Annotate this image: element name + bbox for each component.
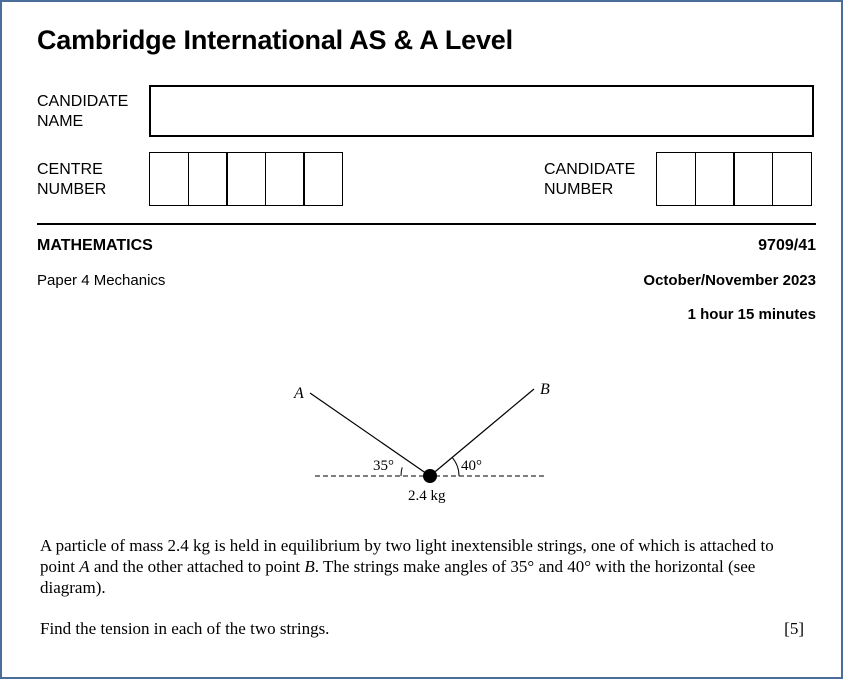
string-b xyxy=(430,389,534,476)
candidate-name-label-line1: CANDIDATE xyxy=(37,93,129,110)
point-b-label: B xyxy=(540,381,550,398)
centre-number-label-line2: NUMBER xyxy=(37,181,107,198)
exam-session: October/November 2023 xyxy=(643,272,816,289)
question-text-part1: A particle of mass 2.4 kg is held in equilibrium by two light inextensible strings, one of which is attached to point xyxy=(40,536,774,576)
candidate-number-digit-box[interactable] xyxy=(733,152,773,206)
centre-number-digit-box[interactable] xyxy=(226,152,266,206)
centre-number-label xyxy=(37,160,106,200)
question-text-part2: and the other attached to point xyxy=(89,557,305,576)
centre-number-label-line1: CENTRE xyxy=(37,161,103,178)
question-instruction: Find the tension in each of the two strings. xyxy=(40,619,330,638)
paper-code: 9709/41 xyxy=(758,237,816,254)
candidate-number-digit-box[interactable] xyxy=(695,152,735,206)
centre-number-digit-box[interactable] xyxy=(303,152,343,206)
candidate-number-digit-box[interactable] xyxy=(656,152,696,206)
candidate-name-label xyxy=(37,92,128,132)
centre-number-digit-box[interactable] xyxy=(149,152,189,206)
subject-title: MATHEMATICS xyxy=(37,237,153,254)
header-divider xyxy=(37,223,816,225)
paper-name: Paper 4 Mechanics xyxy=(37,272,166,289)
question-text xyxy=(40,535,805,598)
angle-arc-a xyxy=(401,467,402,476)
mass-label: 2.4 kg xyxy=(408,488,446,504)
question-marks: [5] xyxy=(784,619,804,638)
exam-duration: 1 hour 15 minutes xyxy=(687,306,816,323)
question-point-a: A xyxy=(79,557,90,576)
centre-number-boxes xyxy=(149,152,343,206)
candidate-number-label-line1: CANDIDATE xyxy=(544,161,636,178)
candidate-number-label xyxy=(544,160,635,200)
angle-b-label: 40° xyxy=(461,458,482,474)
candidate-number-digit-box[interactable] xyxy=(772,152,812,206)
question-point-b: B xyxy=(304,557,315,576)
angle-arc-b xyxy=(452,457,459,476)
question-text-part3: . The strings make angles of 35° and 40° with the horizontal (see diagram). xyxy=(40,557,756,597)
candidate-number-label-line2: NUMBER xyxy=(544,181,614,198)
particle xyxy=(423,469,437,483)
string-a xyxy=(310,393,430,476)
candidate-number-boxes xyxy=(656,152,812,206)
candidate-name-label-line2: NAME xyxy=(37,113,84,130)
equilibrium-diagram xyxy=(280,375,570,510)
centre-number-digit-box[interactable] xyxy=(265,152,305,206)
exam-board-title: Cambridge International AS & A Level xyxy=(37,25,513,55)
point-a-label: A xyxy=(294,385,304,402)
angle-a-label: 35° xyxy=(373,458,394,474)
candidate-name-field[interactable] xyxy=(149,85,814,137)
centre-number-digit-box[interactable] xyxy=(188,152,228,206)
